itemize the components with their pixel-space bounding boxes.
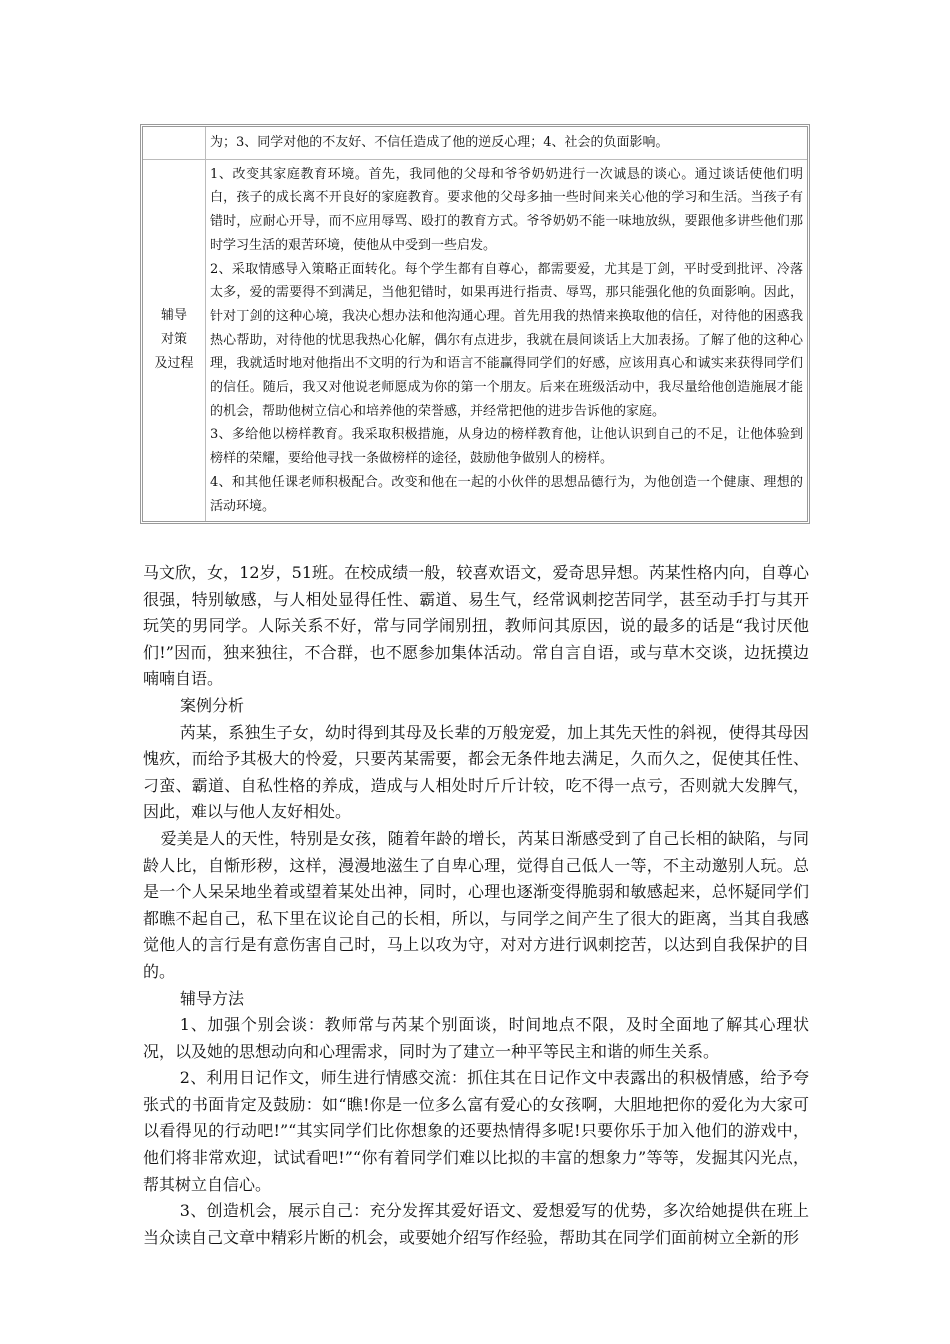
- row-content-cell: [206, 160, 807, 522]
- counseling-table: [140, 124, 810, 524]
- table-row: [143, 160, 807, 522]
- label-line-3: 及过程: [154, 356, 194, 372]
- row-content-cell: [206, 127, 807, 159]
- label-line-1: 辅导: [160, 308, 187, 324]
- measure-1: 1、改变其家庭教育环境。首先，我同他的父母和爷爷奶奶进行一次诚恳的谈心。通过谈话使他们明白，孩子的成长离不开良好的家庭教育。要求他的父母多抽一些时间来关心他的学习和生活。当孩子有错时，应耐心开导，而不应用辱骂、殴打的教育方式。爷爷奶奶不能一味地放纵，要跟他多讲些他们那时学习生活的艰苦环境，使他从中受到一些启发。: [210, 166, 803, 253]
- measure-4: 4、和其他任课老师积极配合。改变和他在一起的小伙伴的思想品德行为，为他创造一个健康、理想的活动环境。: [210, 474, 803, 514]
- method-paragraph-1: 1、加强个别会谈：教师常与芮某个别面谈，时间地点不限，及时全面地了解其心理状况，以及她的思想动向和心理需求，同时为了建立一种平等民主和谐的师生关系。: [143, 1015, 809, 1061]
- table-row: [143, 127, 807, 160]
- section-heading-methods: 辅导方法: [180, 988, 245, 1008]
- cause-text: 为；3、同学对他的不友好、不信任造成了他的逆反心理；4、社会的负面影响。: [210, 135, 669, 150]
- label-line-2: 对策: [160, 332, 187, 348]
- measure-3: 3、多给他以榜样教育。我采取积极措施，从身边的榜样教育他，让他认识到自己的不足，让他体验到榜样的荣耀，要给他寻找一条做榜样的途径，鼓励他争做别人的榜样。: [210, 427, 803, 467]
- method-paragraph-2: 2、利用日记作文，师生进行情感交流：抓住其在日记作文中表露出的积极情感，给予夸张式的书面肯定及鼓励：如“瞧!你是一位多么富有爱心的女孩啊，大胆地把你的爱化为大家可以看得见的行动吧!”“其实同学们比你想象的还要热情得多呢!只要你乐于加入他们的游戏中，他们将非常欢迎，试试看吧!”“你有着同学们难以比拟的丰富的想象力”等等，发掘其闪光点，帮其树立自信心。: [143, 1068, 809, 1194]
- case-body: [143, 560, 809, 1251]
- measure-2: 2、采取情感导入策略正面转化。每个学生都有自尊心，都需要爱，尤其是丁剑，平时受到批评、冷落太多，爱的需要得不到满足，当他犯错时，如果再进行指责、辱骂，那只能强化他的负面影响。因此，针对丁剑的这种心境，我决心想办法和他沟通心理。首先用我的热情来换取他的信任，对待他的困惑我热心帮助，对待他的忧思我热心化解，偶尔有点进步，我就在晨间谈话上大加表扬。了解了他的这种心理，我就适时地对他指出不文明的行为和语言不能赢得同学们的好感，应该用真心和诚实来获得同学们的信任。随后，我又对他说老师愿成为你的第一个朋友。后来在班级活动中，我尽量给他创造施展才能的机会，帮助他树立信心和培养他的荣誉感，并经常把他的进步告诉他的家庭。: [210, 261, 803, 419]
- method-paragraph-3: 3、创造机会，展示自己：充分发挥其爱好语文、爱想爱写的优势，多次给她提供在班上当众读自己文章中精彩片断的机会，或要她介绍写作经验，帮助其在同学们面前树立全新的形: [143, 1201, 809, 1247]
- case-intro: 马文欣，女，12岁，51班。在校成绩一般，较喜欢语文，爱奇思异想。芮某性格内向，自尊心很强，特别敏感，与人相处显得任性、霸道、易生气，经常讽刺挖苦同学，甚至动手打与其开玩笑的男同学。人际关系不好，常与同学闹别扭，教师问其原因，说的最多的话是“我讨厌他们!”因而，独来独往，不合群，也不愿参加集体活动。常自言自语，或与草木交谈，边抚摸边喃喃自语。: [143, 563, 809, 689]
- row-label-cell: [143, 160, 206, 522]
- section-heading-analysis: 案例分析: [180, 695, 245, 715]
- row-label-cell: [143, 127, 206, 159]
- analysis-paragraph-2: 爱美是人的天性，特别是女孩，随着年龄的增长，芮某日渐感受到了自己长相的缺陷，与同龄人比，自惭形秽，这样，漫漫地滋生了自卑心理，觉得自己低人一等，不主动邀别人玩。总是一个人呆呆地坐着或望着某处出神，同时，心理也逐渐变得脆弱和敏感起来，总怀疑同学们都瞧不起自己，私下里在议论自己的长相，所以，与同学之间产生了很大的距离，当其自我感觉他人的言行是有意伤害自己时，马上以攻为守，对对方进行讽刺挖苦，以达到自我保护的目的。: [143, 828, 809, 981]
- analysis-paragraph-1: 芮某，系独生子女，幼时得到其母及长辈的万般宠爱，加上其先天性的斜视，使得其母因愧疚，而给予其极大的怜爱，只要芮某需要，都会无条件地去满足，久而久之，促使其任性、刁蛮、霸道、自私性格的养成，造成与人相处时斤斤计较，吃不得一点亏，否则就大发脾气，因此，难以与他人友好相处。: [143, 722, 809, 822]
